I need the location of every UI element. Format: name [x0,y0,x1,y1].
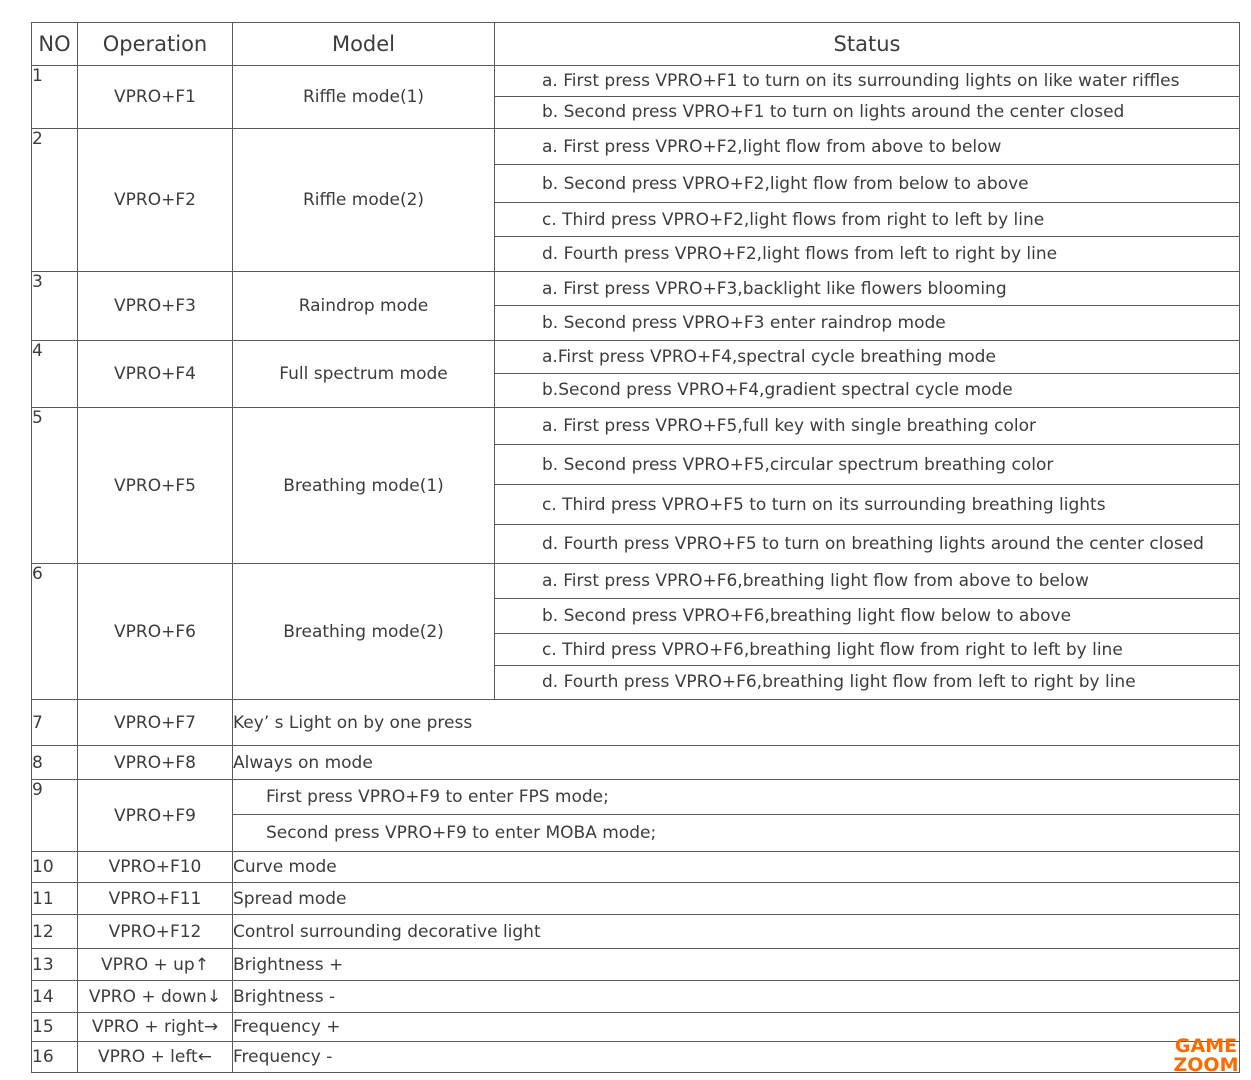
row-number: 6 [32,564,78,700]
model-name: Raindrop mode [233,272,495,341]
status-text: d. Fourth press VPRO+F2,light flows from left to right by line [542,244,1058,264]
operation-key: VPRO + down↓ [78,981,233,1013]
table-body [32,66,1240,1073]
status-text: a. First press VPRO+F3,backlight like flowers blooming [542,279,1007,299]
row-description: Curve mode [233,852,1240,883]
status-line [495,203,1239,237]
status-text: a. First press VPRO+F1 to turn on its surrounding lights on like water riffles [542,71,1180,91]
row-number: 1 [32,66,78,129]
status-text: a. First press VPRO+F5,full key with single breathing color [542,416,1036,436]
table-row [32,981,1240,1013]
status-text: b. Second press VPRO+F2,light flow from below to above [542,174,1029,194]
status-line [495,237,1239,271]
operation-key: VPRO+F8 [78,746,233,780]
status-text: a. First press VPRO+F2,light flow from above to below [542,137,1002,157]
status-text: b. Second press VPRO+F1 to turn on lights around the center closed [542,102,1125,122]
status-text: c. Third press VPRO+F5 to turn on its surrounding breathing lights [542,495,1106,515]
watermark-logo [1164,1037,1248,1077]
table-row [32,700,1240,746]
model-name: Breathing mode(1) [233,408,495,564]
model-name: Full spectrum mode [233,341,495,408]
header-no: NO [32,23,78,66]
table-row [32,1013,1240,1042]
operation-key: VPRO+F7 [78,700,233,746]
model-name: Breathing mode(2) [233,564,495,700]
status-cell [495,66,1240,129]
row-description [233,780,1240,852]
row-number: 2 [32,129,78,272]
status-text: c. Third press VPRO+F6,breathing light flow from right to left by line [542,640,1123,660]
row-number: 15 [32,1013,78,1042]
status-line [233,780,1239,815]
table-row [32,915,1240,949]
row-number: 3 [32,272,78,341]
table-row [32,1042,1240,1073]
operation-key: VPRO+F3 [78,272,233,341]
row-description: Frequency + [233,1013,1240,1042]
status-line [495,66,1239,97]
status-text: First press VPRO+F9 to enter FPS mode; [266,787,609,807]
status-line [495,408,1239,445]
status-line [495,374,1239,407]
table-row [32,272,1240,341]
status-line [495,165,1239,203]
row-number: 11 [32,883,78,915]
status-line [495,445,1239,485]
operation-key: VPRO+F10 [78,852,233,883]
status-line [495,485,1239,525]
status-line [495,666,1239,699]
status-line [495,634,1239,666]
status-line [495,129,1239,165]
status-text: b. Second press VPRO+F6,breathing light flow below to above [542,606,1072,626]
operation-key: VPRO+F1 [78,66,233,129]
table-row [32,780,1240,852]
table-row [32,408,1240,564]
row-description: Brightness + [233,949,1240,981]
operation-table [31,22,1240,1073]
status-text: c. Third press VPRO+F2,light flows from right to left by line [542,210,1045,230]
operation-key: VPRO+F5 [78,408,233,564]
status-line [495,599,1239,634]
table-row [32,746,1240,780]
status-text: d. Fourth press VPRO+F6,breathing light flow from left to right by line [542,672,1136,692]
model-name: Riffle mode(1) [233,66,495,129]
table-row [32,564,1240,700]
status-text: a.First press VPRO+F4,spectral cycle breathing mode [542,347,996,367]
table-row [32,66,1240,129]
row-number: 8 [32,746,78,780]
operation-key: VPRO+F4 [78,341,233,408]
row-number: 4 [32,341,78,408]
table-row [32,341,1240,408]
status-cell [495,272,1240,341]
operation-key: VPRO + right→ [78,1013,233,1042]
status-text: b.Second press VPRO+F4,gradient spectral cycle mode [542,380,1013,400]
row-description: Brightness - [233,981,1240,1013]
watermark-line2: ZOOM [1173,1054,1239,1076]
operation-key: VPRO + left← [78,1042,233,1073]
row-number: 5 [32,408,78,564]
status-cell [495,341,1240,408]
row-number: 7 [32,700,78,746]
row-number: 16 [32,1042,78,1073]
header-model: Model [233,23,495,66]
status-line [233,815,1239,851]
status-text: b. Second press VPRO+F5,circular spectrum breathing color [542,455,1054,475]
operation-key: VPRO+F11 [78,883,233,915]
row-description: Frequency - [233,1042,1240,1073]
row-number: 9 [32,780,78,852]
row-number: 10 [32,852,78,883]
status-line [495,97,1239,128]
header-row [32,23,1240,66]
status-line [495,272,1239,306]
status-text: Second press VPRO+F9 to enter MOBA mode; [266,823,657,843]
header-operation: Operation [78,23,233,66]
status-line [495,525,1239,563]
operation-key: VPRO + up↑ [78,949,233,981]
status-text: a. First press VPRO+F6,breathing light flow from above to below [542,571,1089,591]
row-number: 13 [32,949,78,981]
status-cell [495,408,1240,564]
operation-key: VPRO+F2 [78,129,233,272]
table-row [32,852,1240,883]
row-description: Spread mode [233,883,1240,915]
row-number: 14 [32,981,78,1013]
status-text: b. Second press VPRO+F3 enter raindrop mode [542,313,946,333]
model-name: Riffle mode(2) [233,129,495,272]
table-row [32,949,1240,981]
header-status: Status [495,23,1240,66]
status-text: d. Fourth press VPRO+F5 to turn on breathing lights around the center closed [542,534,1204,554]
status-cell [495,129,1240,272]
table-row [32,129,1240,272]
status-line [495,306,1239,340]
table-row [32,883,1240,915]
status-cell [495,564,1240,700]
row-description: Key’ s Light on by one press [233,700,1240,746]
status-line [495,564,1239,599]
row-description: Control surrounding decorative light [233,915,1240,949]
operation-key: VPRO+F12 [78,915,233,949]
operation-key: VPRO+F9 [78,780,233,852]
operation-key: VPRO+F6 [78,564,233,700]
row-description: Always on mode [233,746,1240,780]
status-line [495,341,1239,374]
watermark-line1: GAME [1174,1035,1238,1057]
row-number: 12 [32,915,78,949]
